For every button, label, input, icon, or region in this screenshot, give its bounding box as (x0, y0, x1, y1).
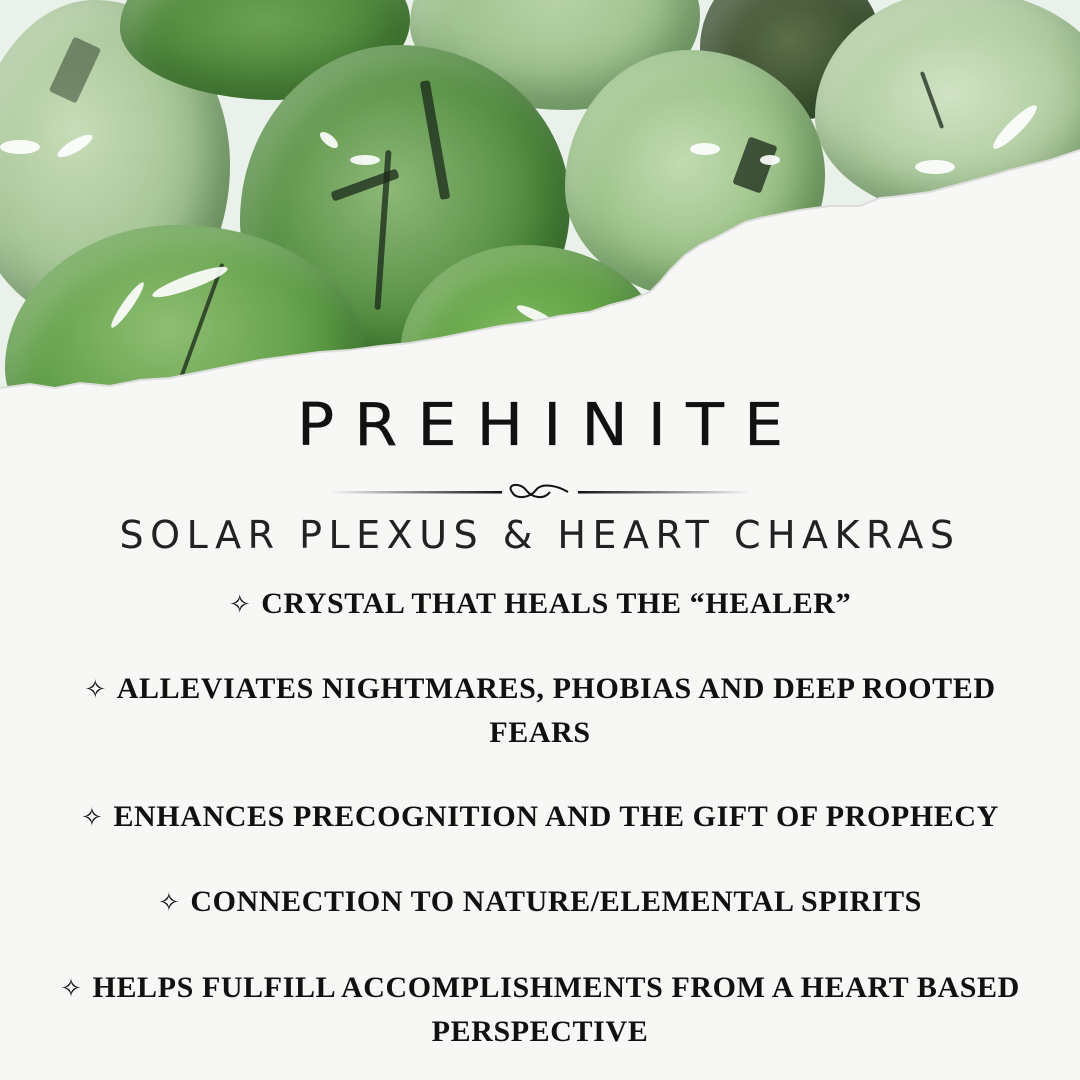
subtitle-chakras: SOLAR PLEXUS & HEART CHAKRAS (119, 513, 961, 557)
sparkle-icon: ✧ (60, 974, 83, 1003)
bullet-item: ✧ CRYSTAL THAT HEALS THE “HEALER” (30, 582, 1050, 626)
sparkle-icon: ✧ (158, 888, 181, 917)
bullet-item: ✧ CONNECTION TO NATURE/ELEMENTAL SPIRITS (30, 880, 1050, 924)
bullet-item: ✧ HELPS FULFILL ACCOMPLISHMENTS FROM A HEART BASED PERSPECTIVE (20, 966, 1060, 1053)
sparkle-icon: ✧ (81, 803, 104, 832)
bullet-item: ✧ ALLEVIATES NIGHTMARES, PHOBIAS AND DEEP ROOTED FEARS (40, 667, 1040, 754)
sparkle-icon: ✧ (84, 675, 107, 704)
flourish-divider-icon (330, 480, 750, 504)
sparkle-icon: ✧ (228, 590, 252, 619)
page-title: PREHINITE (296, 389, 804, 460)
bullet-item: ✧ ENHANCES PRECOGNITION AND THE GIFT OF PROPHECY (30, 795, 1050, 839)
